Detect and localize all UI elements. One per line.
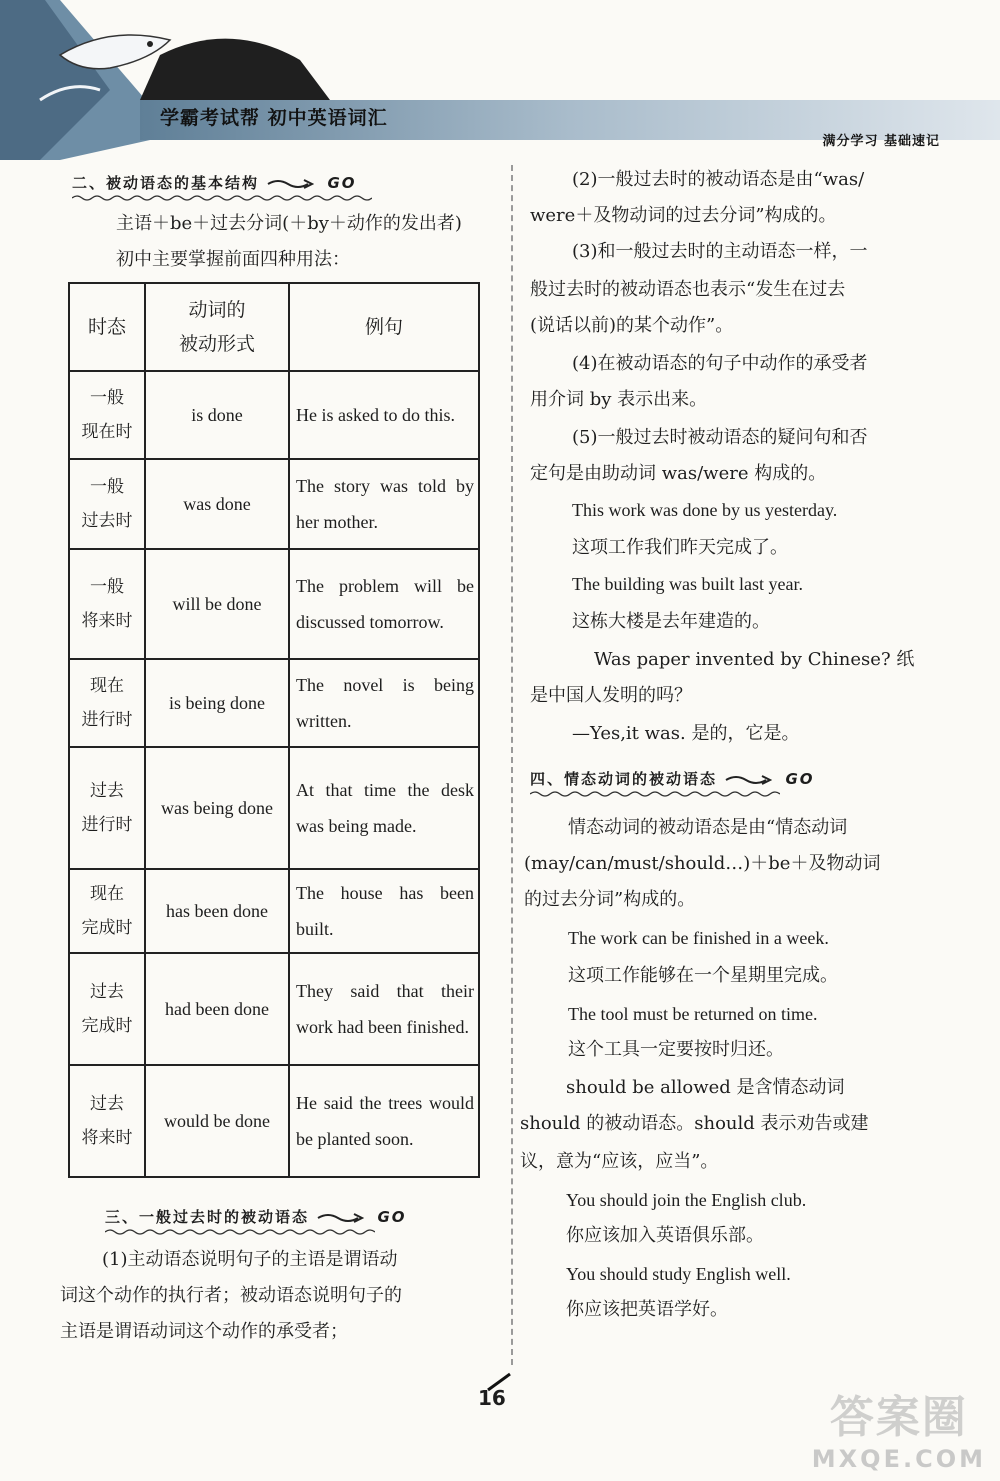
tense-cell: 过去 进行时 (69, 747, 145, 869)
table-row (69, 1065, 479, 1177)
tense-cell: 现在 进行时 (69, 659, 145, 747)
example-cell: He said the trees would be planted soon. (289, 1065, 479, 1177)
s4-line-2: (may/can/must/should…)＋be＋及物动词 (524, 853, 881, 874)
r-line-16: —Yes,it was. 是的，它是。 (572, 723, 800, 744)
s4-line-12: 你应该加入英语俱乐部。 (566, 1225, 764, 1246)
example-cell: The novel is being written. (289, 659, 479, 747)
usage-note: 初中主要掌握前面四种用法： (116, 249, 350, 270)
s4-line-5: 这项工作能够在一个星期里完成。 (568, 965, 838, 986)
arrow-icon (724, 773, 772, 787)
passive-form-cell: would be done (145, 1065, 289, 1177)
table-row (69, 869, 479, 953)
passive-form-cell: was done (145, 459, 289, 549)
table-row (69, 371, 479, 459)
r-line-2: were＋及物动词的过去分词”构成的。 (530, 205, 837, 226)
s4-line-14: 你应该把英语学好。 (566, 1299, 728, 1320)
s4-line-9: should 的被动语态。should 表示劝告或建 (520, 1113, 869, 1134)
wavy-underline (105, 1228, 375, 1236)
example-cell: The story was told by her mother. (289, 459, 479, 549)
s4-line-10: 议，意为“应该，应当”。 (520, 1151, 719, 1172)
passive-form-cell: is done (145, 371, 289, 459)
example-cell: He is asked to do this. (289, 371, 479, 459)
arrow-icon (266, 177, 314, 191)
r-line-11: 这项工作我们昨天完成了。 (572, 537, 788, 558)
tense-cell: 一般 现在时 (69, 371, 145, 459)
s4-line-6: The tool must be returned on time. (568, 1004, 818, 1024)
r-line-12: The building was built last year. (572, 574, 803, 594)
r-line-1: (2)一般过去时的被动语态是由“was/ (572, 169, 865, 190)
r-line-13: 这栋大楼是去年建造的。 (572, 611, 770, 632)
s4-line-3: 的过去分词”构成的。 (524, 889, 696, 910)
s3-line-3: 主语是谓语动词这个动作的承受者； (60, 1321, 348, 1342)
passive-form-cell: had been done (145, 953, 289, 1065)
section-3-title: 三、一般过去时的被动语态 (105, 1208, 310, 1226)
section-2-heading (72, 172, 357, 193)
passive-formula: 主语＋be＋过去分词(＋by＋动作的发出者) (116, 213, 462, 234)
tense-cell: 过去 完成时 (69, 953, 145, 1065)
tense-cell: 过去 将来时 (69, 1065, 145, 1177)
page-number: 16 (478, 1386, 506, 1410)
s4-line-8: should be allowed 是含情态动词 (566, 1077, 845, 1098)
r-line-8: (5)一般过去时被动语态的疑问句和否 (572, 427, 868, 448)
table-row (69, 549, 479, 659)
book-title: 学霸考试帮 初中英语词汇 (160, 107, 388, 129)
column-divider (511, 165, 513, 1365)
arrow-icon (316, 1211, 364, 1225)
wavy-underline (72, 194, 372, 202)
book-subtitle: 满分学习 基础速记 (822, 134, 940, 149)
watermark-url: MXQE.COM (811, 1445, 986, 1473)
r-line-7: 用介词 by 表示出来。 (530, 389, 708, 410)
watermark-logo: 答案圈 (829, 1392, 968, 1443)
s3-line-1: (1)主动语态说明句子的主语是谓语动 (102, 1249, 398, 1270)
table-row (69, 659, 479, 747)
table-row (69, 747, 479, 869)
passive-form-cell: is being done (145, 659, 289, 747)
r-line-3: (3)和一般过去时的主动语态一样，一 (572, 241, 868, 262)
table-row (69, 459, 479, 549)
table-header-row (69, 283, 479, 371)
tense-cell: 一般 将来时 (69, 549, 145, 659)
r-line-4: 般过去时的被动语态也表示“发生在过去 (530, 279, 846, 300)
passive-form-cell: will be done (145, 549, 289, 659)
example-cell: They said that their work had been finished. (289, 953, 479, 1065)
section-3-heading (105, 1206, 407, 1227)
s4-line-13: You should study English well. (566, 1264, 791, 1284)
passive-form-cell: was being done (145, 747, 289, 869)
r-line-10: This work was done by us yesterday. (572, 500, 838, 520)
go-label: GO (377, 1208, 407, 1226)
r-line-15: 是中国人发明的吗？ (530, 685, 692, 706)
example-cell: At that time the desk was being made. (289, 747, 479, 869)
s4-line-7: 这个工具一定要按时归还。 (568, 1039, 784, 1060)
table-row (69, 953, 479, 1065)
go-label: GO (785, 770, 815, 788)
s4-line-1: 情态动词的被动语态是由“情态动词 (568, 817, 848, 838)
r-line-5: (说话以前)的某个动作”。 (530, 315, 734, 336)
r-line-9: 定句是由助动词 was/were 构成的。 (530, 463, 827, 484)
header-tense: 时态 (69, 283, 145, 371)
s4-line-11: You should join the English club. (566, 1190, 807, 1210)
watermark (812, 1381, 986, 1473)
passive-forms-table (68, 282, 480, 1178)
passive-form-cell: has been done (145, 869, 289, 953)
r-line-14: Was paper invented by Chinese? 纸 (594, 649, 915, 670)
header-form: 动词的 被动形式 (145, 283, 289, 371)
go-label: GO (327, 174, 357, 192)
tense-cell: 一般 过去时 (69, 459, 145, 549)
section-2-title: 二、被动语态的基本结构 (72, 174, 260, 192)
header-example: 例句 (289, 283, 479, 371)
section-4-heading (530, 768, 815, 789)
example-cell: The house has been built. (289, 869, 479, 953)
s3-line-2: 词这个动作的执行者；被动语态说明句子的 (60, 1285, 402, 1306)
example-cell: The problem will be discussed tomorrow. (289, 549, 479, 659)
section-4-title: 四、情态动词的被动语态 (530, 770, 718, 788)
tense-cell: 现在 完成时 (69, 869, 145, 953)
wavy-underline (530, 790, 780, 798)
s4-line-4: The work can be finished in a week. (568, 928, 829, 948)
r-line-6: (4)在被动语态的句子中动作的承受者 (572, 353, 868, 374)
